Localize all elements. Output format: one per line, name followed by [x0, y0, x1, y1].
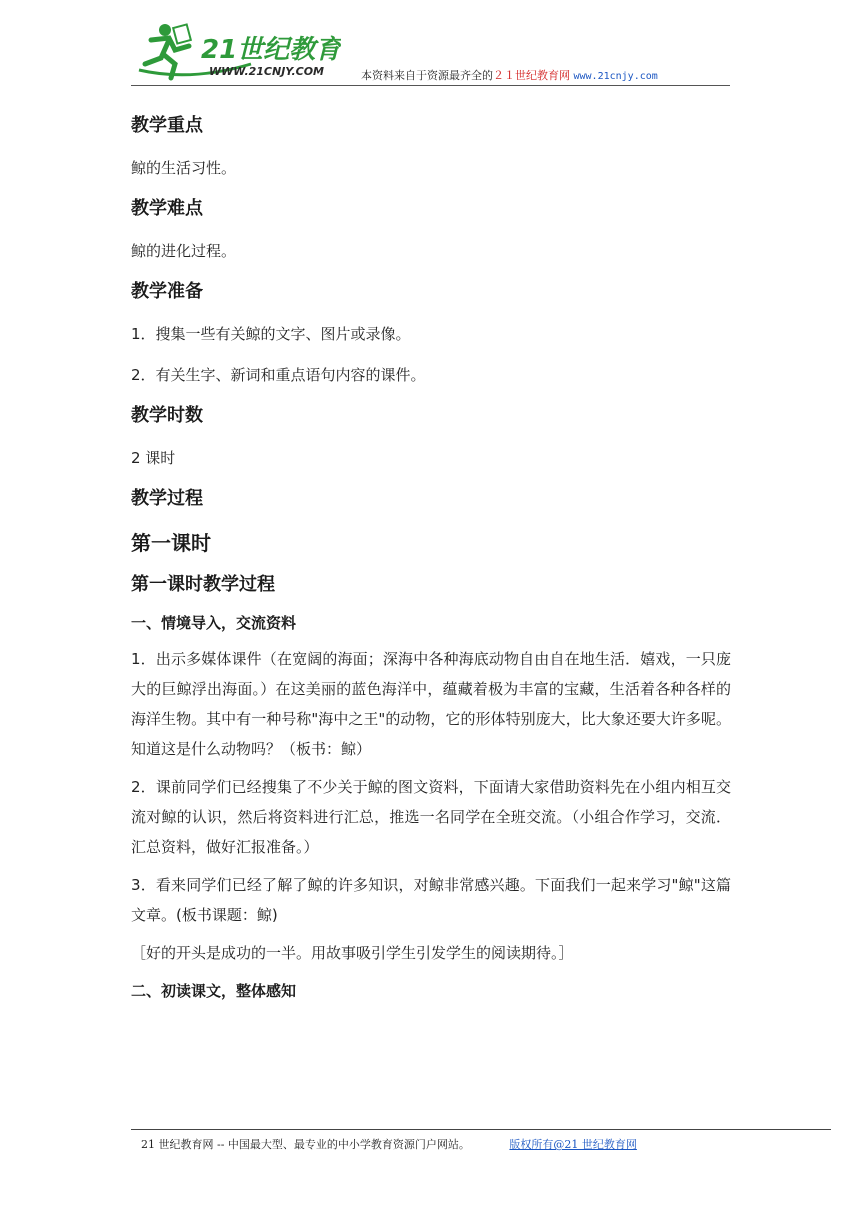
- footer-text: 21 世纪教育网 -- 中国最大型、最专业的中小学教育资源门户网站。: [141, 1138, 470, 1151]
- section-text: 鲸的进化过程。: [131, 242, 237, 260]
- page-header: [131, 20, 730, 86]
- section-heading-difficult-points: 教学难点: [131, 198, 203, 219]
- footer-divider: [131, 1129, 831, 1130]
- lesson-paragraph: 3．看来同学们已经了解了鲸的许多知识，对鲸非常感兴趣。下面我们一起来学习"鲸"这篇文章。(板书课题：鲸): [131, 876, 731, 924]
- section-heading-preparation: 教学准备: [131, 281, 203, 302]
- header-note: [361, 67, 658, 83]
- runner-icon: [145, 24, 191, 78]
- section-text: 2．有关生字、新词和重点语句内容的课件。: [131, 366, 426, 384]
- section-text: 1．搜集一些有关鲸的文字、图片或录像。: [131, 325, 411, 343]
- section-heading-process: 教学过程: [131, 488, 203, 509]
- logo-url-text: WWW.21CNJY.COM: [209, 65, 324, 78]
- header-note-url[interactable]: www.21cnjy.com: [573, 71, 658, 82]
- lesson-paragraph: 1．出示多媒体课件（在宽阔的海面；深海中各种海底动物自由自在地生活．嬉戏，一只庞大的巨鲸浮出海面。）在这美丽的蓝色海洋中，蕴藏着极为丰富的宝藏，生活着各种各样的海洋生物。其中有一种号称"海中之王"的动物，它的形体特别庞大，比大象还要大许多呢。知道这是什么动物吗？（板书：鲸）: [131, 650, 731, 758]
- section-heading-hours: 教学时数: [131, 405, 203, 426]
- header-note-prefix: 本资料来自于资源最齐全的: [361, 69, 493, 82]
- logo-text: 21世纪教育: [201, 35, 341, 65]
- document-body: [131, 111, 731, 1012]
- logo-21cnjy: [131, 20, 341, 84]
- page-footer: [141, 1136, 637, 1152]
- lesson-title: 第一课时: [131, 531, 211, 555]
- lesson-paragraph: 2．课前同学们已经搜集了不少关于鲸的图文资料，下面请大家借助资料先在小组内相互交流对鲸的认识，然后将资料进行汇总，推选一名同学在全班交流。（小组合作学习，交流．汇总资料，做好汇报准备。）: [131, 778, 731, 856]
- step-heading-1: 一、情境导入，交流资料: [131, 614, 297, 632]
- footer-copyright-link[interactable]: 版权所有@21 世纪教育网: [509, 1138, 637, 1151]
- lesson-note: ［好的开头是成功的一半。用故事吸引学生引发学生的阅读期待。］: [131, 944, 574, 962]
- step-heading-2: 二、初读课文，整体感知: [131, 982, 297, 1000]
- section-text: 2 课时: [131, 449, 176, 467]
- header-note-brand: ２１世纪教育网: [493, 69, 570, 82]
- section-text: 鲸的生活习性。: [131, 159, 237, 177]
- section-heading-key-points: 教学重点: [131, 115, 203, 136]
- lesson-subtitle: 第一课时教学过程: [131, 574, 275, 595]
